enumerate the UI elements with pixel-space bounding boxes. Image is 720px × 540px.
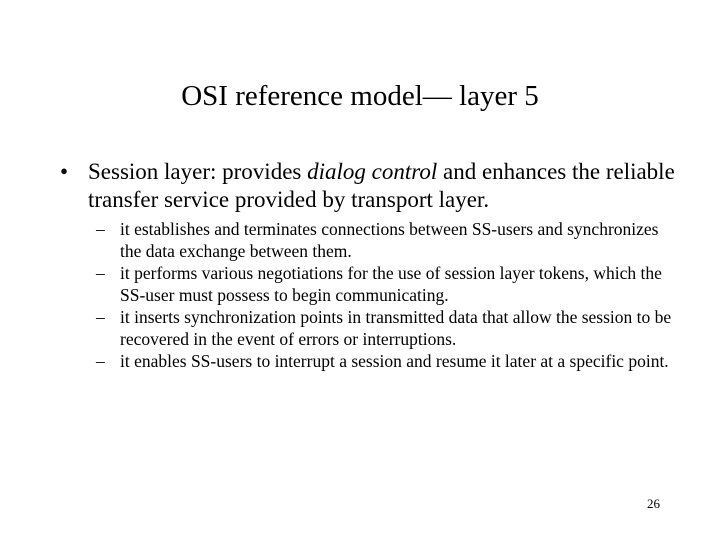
sub-bullet-text: it establishes and terminates connections between SS-users and synchronizes the data exchange between them.: [120, 219, 659, 261]
dash-marker: –: [96, 219, 105, 239]
sub-bullet-list: [96, 218, 676, 372]
slide-title: OSI reference model— layer 5: [181, 80, 539, 112]
dash-marker: –: [96, 307, 105, 327]
main-bullet-emphasis: dialog control: [307, 159, 438, 184]
main-bullet-text-start: Session layer: provides: [88, 159, 308, 184]
dash-marker: –: [96, 263, 105, 283]
sub-bullet-text: it performs various negotiations for the use of session layer tokens, which the SS-user must possess to begin communicating.: [120, 263, 662, 305]
dash-marker: –: [96, 351, 105, 371]
bullet-marker: •: [60, 159, 69, 184]
main-bullet: [60, 158, 680, 214]
main-bullet-text: [88, 158, 680, 214]
sub-bullet-text: it inserts synchronization points in transmitted data that allow the session to be recovered in the event of errors or interruptions.: [120, 307, 672, 349]
sub-bullet-item: [96, 306, 676, 350]
page-number: 26: [647, 496, 660, 511]
sub-bullet-item: [96, 262, 676, 306]
sub-bullet-item: [96, 350, 676, 372]
main-bullet-text-end: and enhances the reliable transfer service provided by transport layer.: [88, 159, 675, 212]
sub-bullet-text: it enables SS-users to interrupt a session and resume it later at a specific point.: [120, 351, 669, 371]
sub-bullet-item: [96, 218, 676, 262]
